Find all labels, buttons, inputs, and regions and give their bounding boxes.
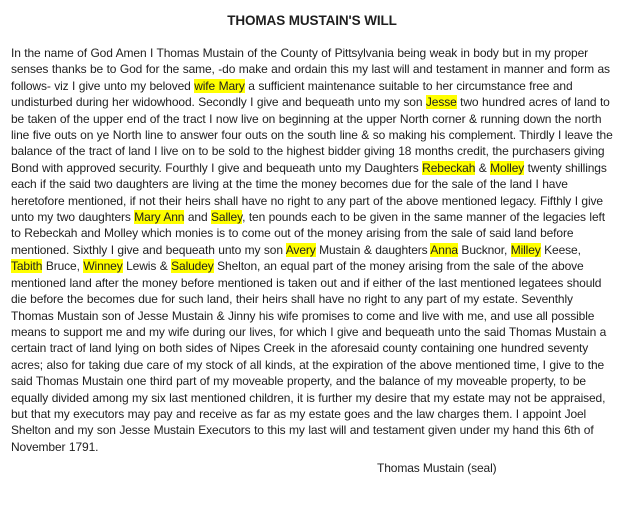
- highlighted-name: Anna: [430, 242, 458, 257]
- body-text-run: Keese,: [540, 242, 581, 257]
- highlighted-name: Molley: [490, 160, 525, 175]
- document-title: THOMAS MUSTAIN'S WILL: [227, 13, 397, 28]
- signature: Thomas Mustain (seal): [377, 461, 497, 476]
- body-text-run: &: [475, 160, 491, 175]
- highlighted-name: wife Mary: [194, 78, 245, 93]
- body-text-run: and: [184, 210, 212, 225]
- body-text-run: , ten pounds each to be given in the same manner of the legacies left to Rebeckah and Molley which monies is to come out of the money arising from the sale of said land before mentioned. Sixthly I give and bequeath unto my son: [11, 210, 605, 257]
- body-text-run: a sufficient maintenance suitable to her circumstance free and undisturbed during her widowhood. Secondly I give and bequeath unto my son: [11, 78, 573, 110]
- body-text-run: In the name of God Amen I Thomas Mustain of the County of Pittsylvania being weak in body but in my proper senses thanks be to God for the same, -do make and ordain this my last will and testament in manner and form as follows- viz I give unto my beloved: [11, 46, 610, 93]
- will-body: [11, 45, 613, 455]
- highlighted-name: Jesse: [425, 95, 457, 110]
- highlighted-name: Milley: [510, 242, 541, 257]
- highlighted-name: Saludey: [171, 259, 214, 274]
- body-text-run: Bucknor,: [457, 242, 511, 257]
- body-text-run: Bruce,: [42, 259, 84, 274]
- highlighted-name: Salley: [211, 210, 243, 225]
- highlighted-name: Winney: [83, 259, 123, 274]
- body-text-run: Shelton, an equal part of the money arising from the sale of the above mentioned land after the money before mentioned is taken out and if either of the last mentioned legatees should die before the becomes due for such land, their heirs shall have no right to any part of my estate. Seventhly Thomas Mustain son of Jesse Mustain & Jinny his wife promises to come and live with me, and use all possible means to support me and my wife during our lives, for which I give and bequeath unto the said Thomas Mustain a certain tract of land lying on both sides of Nipes Creek in the aforesaid county containing one hundred seventy acres; also for taking due care of my stock of all kinds, at the expiration of the above mentioned time, I give to the said Thomas Mustain one third part of my moveable property, and the balance of my moveable property, to be equally divided among my six last mentioned children, it is further my desire that my estate may not be appraised, but that my executors may pay and receive as far as my estate goes and the law charges them. I appoint Joel Shelton and my son Jesse Mustain Executors to this my last will and testament given under my hand this 6th of November 1791.: [11, 259, 607, 454]
- highlighted-name: Rebeckah: [422, 160, 476, 175]
- body-text-run: Mustain & daughters: [315, 242, 431, 257]
- body-text-run: Lewis &: [122, 259, 172, 274]
- highlighted-name: Tabith: [11, 259, 43, 274]
- highlighted-name: Avery: [285, 242, 316, 257]
- highlighted-name: Mary Ann: [134, 210, 185, 225]
- body-text-run: two hundred acres of land to be taken of the upper end of the tract I now live on beginning at the upper North corner & running down the north line five outs on ye North line to answer four outs on the south line & so making his complement. Thirdly I leave the balance of the tract of land I live on to be sold to the highest bidder giving 18 months credit, the purchasers giving Bond with approved security. Fourthly I give and bequeath unto my Daughters: [11, 95, 613, 175]
- body-text-run: twenty shillings each if the said two daughters are living at the time the money becomes due for the sale of the land I have heretofore mentioned, if not their heirs shall have no right to any part of the above mentioned legacy. Fifthly I give unto my two daughters: [11, 160, 607, 225]
